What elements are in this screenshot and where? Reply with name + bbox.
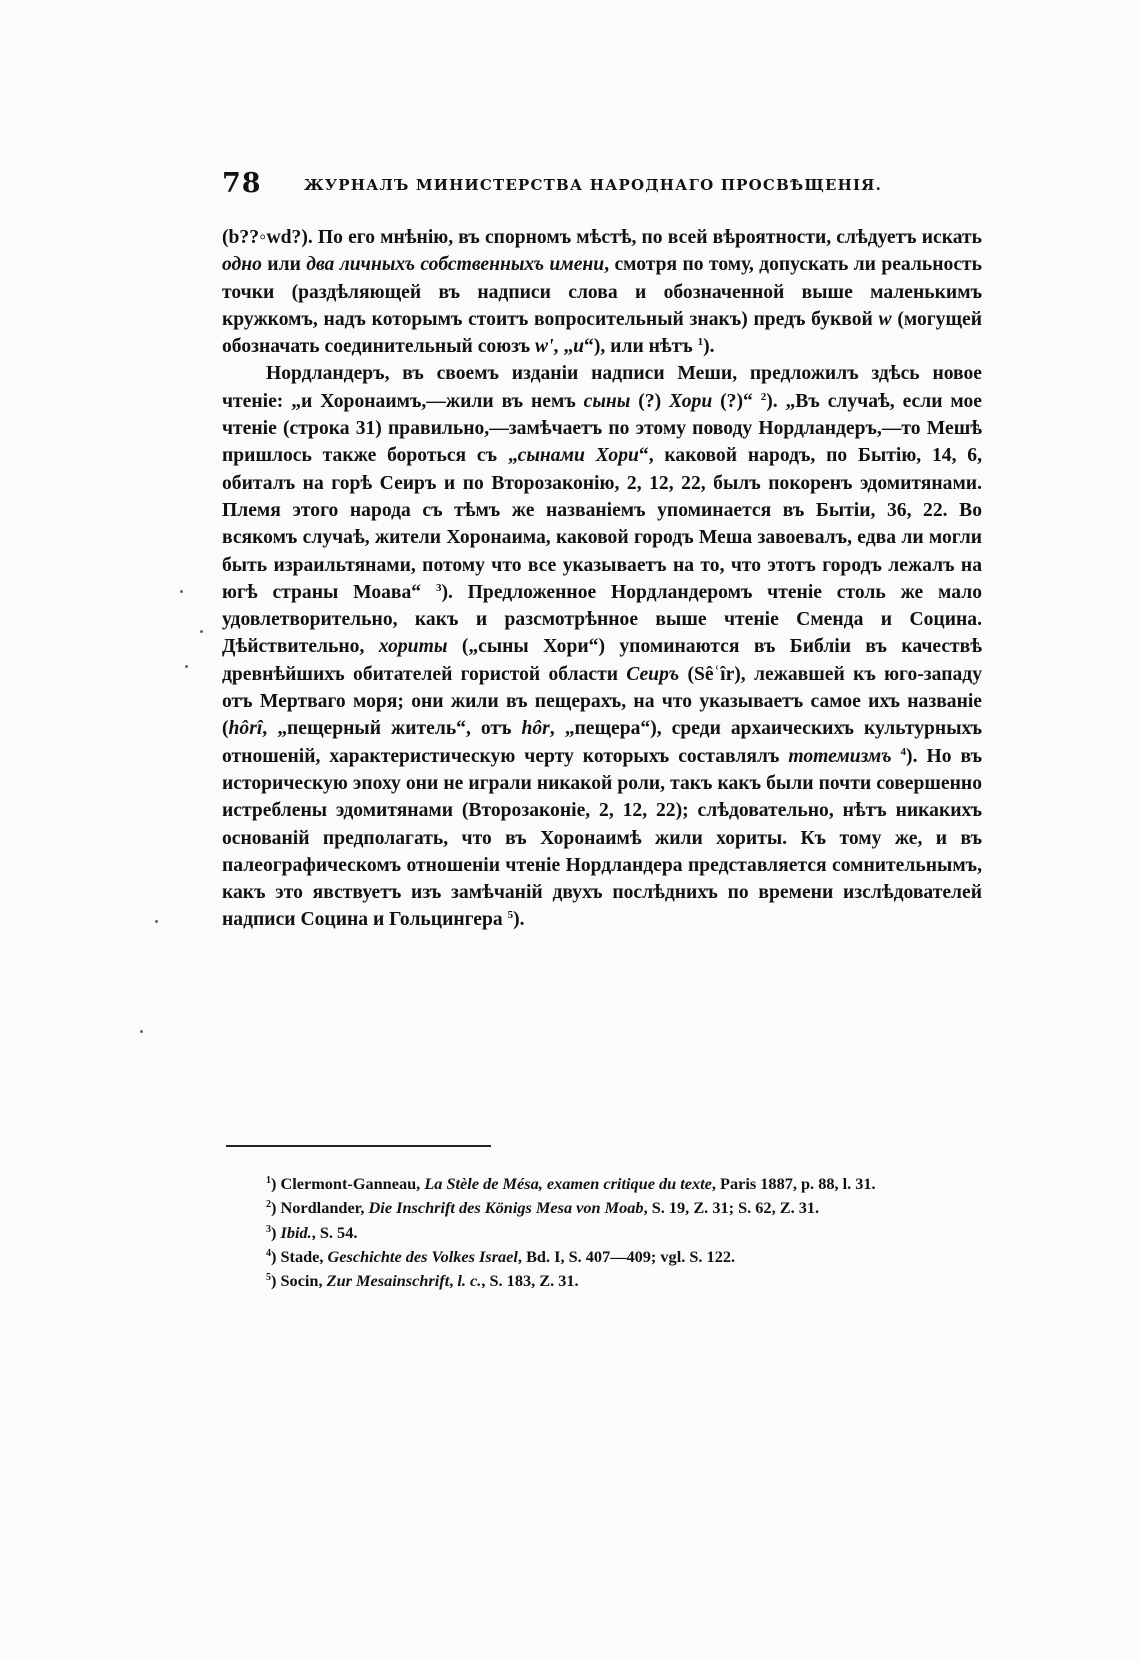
italic-run: хориты	[378, 636, 448, 658]
footnote-ref[interactable]: 2	[760, 390, 767, 403]
text-run: “, каковой народъ, по Бытію, 14, 6, обиталъ на горѣ Сеиръ и по Второзаконію, 2, 12, 22, былъ покоренъ эдомитянами. Племя этого народа съ тѣмъ же названіемъ упоминается въ Бытіи, 36, 22. Во всякомъ случаѣ, жители Хоронаима, каковой городъ Меша завоевалъ, едва ли могли быть израильтянами, потому что все указываетъ на то, что этотъ городъ лежалъ на югѣ страны Моава“	[222, 445, 982, 603]
italic-run: w'	[535, 336, 554, 358]
italic-run: Хори	[669, 390, 713, 412]
italic-run: l. c.	[457, 1271, 482, 1291]
text-run: , „пещерный житель“, отъ	[262, 718, 522, 740]
footnote-mark: 3	[266, 1223, 271, 1235]
text-run: ) Nordlander,	[271, 1198, 369, 1218]
text-run: ).	[703, 336, 715, 358]
footnote-1	[222, 1172, 982, 1196]
text-run: ).	[513, 909, 525, 931]
footnote-4	[222, 1245, 982, 1269]
italic-run: hôrî	[228, 718, 263, 740]
text-run: , S. 54.	[311, 1222, 358, 1242]
page-header	[222, 168, 982, 202]
text-run: ). Но въ историческую эпоху они не играли никакой роли, такъ какъ были почти совершенно истреблены эдомитянами (Второзаконіе, 2, 12, 22); слѣдовательно, нѣтъ никакихъ основаній предполагать, что въ Хоронаимѣ жили хориты. Къ тому же, и въ палеографическомъ отношеніи чтеніе Нордландера представляется сомнительнымъ, какъ это явствуетъ изъ замѣчаній двухъ послѣднихъ по времени изслѣдователей надписи Социна и Гольцингера	[222, 745, 982, 931]
scan-speck	[185, 665, 188, 668]
text-run: , S. 19, Z. 31; S. 62, Z. 31.	[643, 1198, 820, 1218]
italic-run: Сеиръ	[626, 663, 680, 685]
paragraph-2	[222, 360, 982, 933]
text-run: , S. 183, Z. 31.	[481, 1271, 579, 1291]
text-run: , Paris 1887, p. 88, l. 31.	[711, 1174, 876, 1193]
italic-run: Die Inschrift des Königs Mesa von Moab	[368, 1198, 644, 1218]
text-run	[892, 746, 901, 767]
scan-speck	[180, 590, 183, 593]
text-run: , Bd. I, S. 407—409; vgl. S. 122.	[517, 1246, 736, 1266]
paragraph-1	[222, 224, 982, 360]
footnote-ref[interactable]: 4	[900, 745, 907, 758]
footnote-ref[interactable]: 5	[507, 909, 514, 922]
text-run: ,	[449, 1271, 458, 1291]
italic-run: два личныхъ собственныхъ имени	[306, 254, 605, 276]
text-run: ) Stade,	[271, 1246, 328, 1266]
text-run: (?)“	[712, 390, 761, 412]
scan-speck	[200, 630, 203, 633]
footnote-mark: 4	[266, 1247, 271, 1259]
italic-run: одно	[222, 254, 262, 276]
italic-run: hôr	[521, 718, 550, 740]
body-text	[222, 224, 982, 934]
running-title: ЖУРНАЛЪ МИНИСТЕРСТВА НАРОДНАГО ПРОСВѢЩЕНІЯ.	[304, 176, 883, 194]
text-run: “), или нѣтъ	[584, 336, 698, 358]
footnote-mark: 5	[266, 1272, 271, 1284]
text-run: ). „Въ случаѣ, если мое чтеніе (строка 31) правильно,—замѣчаетъ по этому поводу Нордландеръ,—то Мешѣ пришлось также бороться съ „	[222, 390, 982, 467]
text-run: (b??◦wd?). По его мнѣнію, въ спорномъ мѣстѣ, по всей вѣроятности, слѣдуетъ искать	[222, 227, 982, 248]
italic-run: и	[573, 336, 585, 358]
footnote-ref[interactable]: 3	[435, 581, 442, 594]
text-run: Нордландеръ, въ своемъ изданіи надписи Меши, предложилъ здѣсь новое чтеніе: „и Хоронаимъ,—жили въ немъ	[222, 363, 982, 412]
italic-run: сыны	[583, 390, 631, 412]
footnote-2	[222, 1196, 982, 1220]
footnote-5	[222, 1269, 982, 1293]
text-run: или	[261, 254, 307, 276]
page-number: 78	[222, 168, 262, 199]
footnotes	[222, 1172, 982, 1293]
text-run: („сыны Хори“) упоминаются въ Библіи въ качествѣ древнѣйшихъ обитателей гористой области	[222, 636, 982, 685]
italic-run: тотемизмъ	[788, 745, 892, 767]
scan-speck	[140, 1030, 143, 1033]
footnote-mark: 1	[266, 1175, 271, 1186]
text-run: ) Socin,	[271, 1271, 327, 1291]
italic-run: Zur Mesainschrift	[326, 1271, 450, 1291]
italic-run: Geschichte des Volkes Israel	[327, 1246, 518, 1266]
text-run: (могущей обозначать соединительный союзъ	[222, 308, 982, 358]
footnote-divider	[226, 1145, 491, 1147]
text-run: (?)	[630, 390, 670, 412]
text-run: (Sêʿîr), лежавшей къ юго-западу отъ Мертваго моря; они жили въ пещерахъ, на что указываетъ самое ихъ названіе (	[222, 663, 982, 740]
italic-run: La Stèle de Mésa, examen critique du texte	[424, 1174, 712, 1193]
footnote-3	[222, 1221, 982, 1245]
text-run: ) Clermont-Ganneau,	[271, 1174, 425, 1193]
text-run: ). Предложенное Нордландеромъ чтеніе столь же мало удовлетворительно, какъ и разсмотрѣнное выше чтеніе Сменда и Социна. Дѣйствительно,	[222, 581, 983, 658]
scan-speck	[155, 920, 158, 923]
italic-run: w	[878, 308, 892, 330]
text-run: , „пещера“), среди архаическихъ культурныхъ отношеній, характеристическую черту которыхъ составлялъ	[222, 718, 982, 767]
text-run: , „	[553, 336, 574, 358]
footnote-ref[interactable]: 1	[697, 336, 704, 349]
italic-run: Ibid.	[280, 1222, 312, 1242]
italic-run: сынами Хори	[517, 445, 639, 467]
text-run: )	[271, 1222, 281, 1242]
text-run: , смотря по тому, допускать ли реальность точки (раздѣляющей въ надписи слова и обозначенной выше маленькимъ кружкомъ, надъ которымъ стоитъ вопросительный знакъ) предъ буквой	[222, 254, 983, 330]
footnote-mark: 2	[266, 1199, 271, 1211]
